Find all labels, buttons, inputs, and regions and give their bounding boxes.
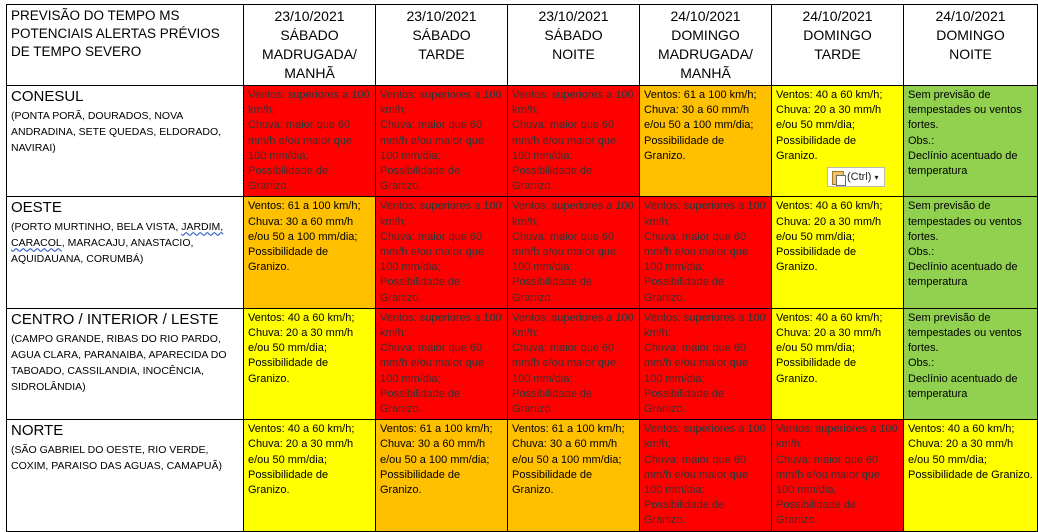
region-header: [7, 308, 244, 419]
cell-rain: Chuva: maior que 60 mm/h e/ou maior que 100 mm/dia;: [644, 230, 748, 274]
cell-wind: Ventos: 40 a 60 km/h;: [248, 423, 355, 436]
cell-wind: Ventos: superiores a 100 km/h;: [776, 423, 898, 451]
column-date: 23/10/2021: [406, 8, 477, 24]
column-header: [508, 5, 640, 86]
header-row: [7, 5, 1038, 86]
cell-rain: Chuva: maior que 60 mm/h e/ou maior que 100 mm/dia;: [248, 119, 352, 162]
column-period: MADRUGADA/ MANHÃ: [658, 46, 753, 81]
cities-part: , MARACAJU, ANASTACIO, AQUIDAUANA, CORUMBÁ): [11, 237, 194, 266]
cell-rain: Chuva: 20 a 30 mm/h e/ou 50 mm/dia;: [248, 327, 354, 355]
column-header: [772, 5, 904, 86]
region-header: [7, 86, 244, 197]
cell-hail: Possibilidade de Granizo.: [512, 165, 593, 193]
cell-hail: Possibilidade de Granizo.: [248, 468, 329, 497]
forecast-cell: [772, 420, 904, 531]
cell-hail: Possibilidade de Granizo.: [248, 165, 329, 193]
column-day: DOMINGO: [936, 27, 1005, 43]
region-cities: (PONTA PORÃ, DOURADOS, NOVA ANDRADINA, SETE QUEDAS, ELDORADO, NAVIRAI): [11, 110, 222, 154]
forecast-cell: [640, 420, 772, 531]
region-row-norte: [7, 420, 1038, 531]
forecast-cell: [904, 420, 1038, 531]
cell-rain: Chuva: 20 a 30 mm/h e/ou 50 mm/dia;: [776, 327, 882, 355]
region-header: [7, 420, 244, 531]
cell-hail: Possibilidade de Granizo.: [512, 276, 593, 304]
cell-hail: Possibilidade de Granizo.: [380, 387, 461, 416]
column-period: TARDE: [814, 46, 861, 62]
cell-summary: Sem previsão de tempestades ou ventos fortes.: [908, 200, 1022, 243]
region-row-oeste: [7, 197, 1038, 308]
cell-hail: Possibilidade de Granizo.: [908, 468, 1033, 481]
forecast-cell: [244, 197, 376, 308]
cell-hail: Possibilidade de Granizo.: [512, 387, 593, 416]
clipboard-paste-icon: [831, 170, 845, 184]
cell-hail: Possibilidade de Granizo.: [512, 468, 593, 497]
cell-hail: Possibilidade de Granizo.: [776, 246, 857, 274]
forecast-cell: [904, 197, 1038, 308]
forecast-cell: [904, 308, 1038, 419]
region-cities: (CAMPO GRANDE, RIBAS DO RIO PARDO, AGUA CLARA, PARANAIBA, APARECIDA DO TABOADO, CASSILANDIA, INOCÊNCIA, SIDROLÂNDIA): [11, 332, 227, 393]
forecast-cell: [640, 197, 772, 308]
cell-hail: Possibilidade de Granizo.: [248, 357, 329, 385]
table-title: PREVISÃO DO TEMPO MS POTENCIAIS ALERTAS PRÉVIOS DE TEMPO SEVERO: [7, 5, 244, 86]
forecast-cell: [508, 197, 640, 308]
cell-obs-text: Declínio acentuado de temperatura: [908, 261, 1018, 289]
forecast-cell: [904, 86, 1038, 197]
cell-hail: Possibilidade de Granizo.: [776, 357, 857, 385]
forecast-cell: [244, 420, 376, 531]
column-day: DOMINGO: [803, 27, 872, 43]
cell-hail: Possibilidade de Granizo.: [380, 165, 461, 193]
column-header: [244, 5, 376, 86]
forecast-cell: [772, 308, 904, 419]
spellcheck-flagged-text: JARDIM, CARACOL: [11, 221, 224, 250]
column-date: 23/10/2021: [538, 8, 609, 24]
cell-hail: Possibilidade de Granizo.: [776, 499, 857, 527]
paste-options-label: (Ctrl): [847, 171, 872, 183]
forecast-cell: [508, 420, 640, 531]
cell-hail: Possibilidade de Granizo.: [776, 134, 857, 162]
cell-wind: Ventos: superiores a 100 km/h;: [380, 311, 502, 340]
cell-obs-label: Obs.:: [908, 134, 935, 147]
forecast-cell: [376, 308, 508, 419]
cell-rain: Chuva: maior que 60 mm/h e/ou maior que 100 mm/dia;: [380, 119, 484, 162]
cell-hail: Possibilidade de Granizo.: [644, 276, 725, 304]
cell-rain: Chuva: maior que 60 mm/h e/ou maior que 100 mm/dia;: [644, 453, 748, 497]
cell-rain: Chuva: maior que 60 mm/h e/ou maior que 100 mm/dia;: [776, 453, 880, 497]
cell-rain: Chuva: maior que 60 mm/h e/ou maior que 100 mm/dia;: [512, 342, 616, 385]
column-header: [640, 5, 772, 86]
cell-summary: Sem previsão de tempestades ou ventos fortes.: [908, 89, 1022, 132]
column-period: NOITE: [949, 46, 992, 62]
cell-obs-label: Obs.:: [908, 246, 935, 259]
cell-rain: Chuva: maior que 60 mm/h e/ou maior que 100 mm/dia;: [380, 342, 484, 385]
cell-rain: Chuva: 30 a 60 mm/h e/ou 50 a 100 mm/dia;: [380, 438, 490, 466]
cell-hail: Possibilidade de Granizo.: [380, 276, 461, 304]
region-name: OESTE: [11, 199, 62, 217]
column-date: 23/10/2021: [274, 8, 345, 24]
cell-rain: Chuva: 20 a 30 mm/h e/ou 50 mm/dia;: [908, 438, 1014, 466]
cell-hail: Possibilidade de Granizo.: [248, 246, 329, 274]
cell-rain: Chuva: 20 a 30 mm/h e/ou 50 mm/dia;: [776, 104, 882, 132]
forecast-cell: [376, 197, 508, 308]
region-name: CONESUL: [11, 88, 84, 105]
column-period: TARDE: [418, 46, 465, 62]
region-name: CENTRO / INTERIOR / LESTE: [11, 310, 219, 328]
cell-wind: Ventos: superiores a 100 km/h;: [380, 200, 502, 228]
cell-summary: Sem previsão de tempestades ou ventos fortes.: [908, 311, 1022, 355]
column-day: DOMINGO: [671, 27, 740, 43]
cell-wind: Ventos: 40 a 60 km/h;: [776, 311, 883, 324]
forecast-cell: [508, 308, 640, 419]
cities-part: (PORTO MURTINHO, BELA VISTA,: [11, 221, 182, 234]
cell-hail: Possibilidade de Granizo.: [644, 499, 725, 527]
cell-wind: Ventos: 40 a 60 km/h;: [776, 200, 883, 213]
forecast-cell: [376, 86, 508, 197]
cell-wind: Ventos: 40 a 60 km/h;: [248, 311, 355, 324]
forecast-cell: [376, 420, 508, 531]
paste-options-button[interactable]: [827, 167, 885, 187]
cell-rain: Chuva: 20 a 30 mm/h e/ou 50 mm/dia;: [248, 438, 354, 466]
cell-hail: Possibilidade de Granizo.: [380, 468, 461, 497]
cell-wind: Ventos: superiores a 100 km/h;: [512, 200, 634, 228]
cell-rain: Chuva: 30 a 60 mm/h e/ou 50 a 100 mm/dia;: [248, 215, 358, 243]
cell-wind: Ventos: superiores a 100 km/h;: [644, 200, 766, 228]
column-date: 24/10/2021: [802, 8, 873, 24]
column-header: [904, 5, 1038, 86]
region-header: [7, 197, 244, 308]
cell-rain: Chuva: maior que 60 mm/h e/ou maior que 100 mm/dia;: [512, 119, 616, 162]
chevron-down-icon: ▾: [874, 172, 879, 182]
forecast-cell: [508, 86, 640, 197]
forecast-cell: [772, 197, 904, 308]
cell-wind: Ventos: 61 a 100 km/h;: [380, 423, 493, 436]
column-date: 24/10/2021: [670, 8, 741, 24]
region-name: NORTE: [11, 422, 64, 440]
column-day: SÁBADO: [544, 27, 603, 43]
cell-wind: Ventos: superiores a 100 km/h;: [644, 423, 766, 451]
cell-hail: Possibilidade de Granizo.: [644, 134, 725, 162]
cell-wind: Ventos: 40 a 60 km/h;: [776, 89, 883, 101]
cell-obs-label: Obs.:: [908, 357, 935, 370]
cell-wind: Ventos: superiores a 100 km/h;: [380, 89, 502, 117]
cell-wind: Ventos: 61 a 100 km/h;: [248, 200, 361, 213]
cell-obs-text: Declínio acentuado de temperatura: [908, 372, 1018, 400]
cell-rain: Chuva: 30 a 60 mm/h e/ou 50 a 100 mm/dia;: [512, 438, 622, 466]
column-period: MADRUGADA/ MANHÃ: [262, 46, 357, 81]
cell-rain: Chuva: maior que 60 mm/h e/ou maior que 100 mm/dia;: [512, 230, 616, 274]
cell-rain: Chuva: 20 a 30 mm/h e/ou 50 mm/dia;: [776, 215, 882, 243]
region-cities: (SÃO GABRIEL DO OESTE, RIO VERDE, COXIM, PARAISO DAS AGUAS, CAMAPUÃ): [11, 444, 223, 473]
cell-wind: Ventos: superiores a 100 km/h;: [512, 89, 634, 117]
cell-wind: Ventos: superiores a 100 km/h;: [512, 311, 634, 340]
column-header: [376, 5, 508, 86]
cell-wind: Ventos: 61 a 100 km/h;: [512, 423, 625, 436]
column-day: SÁBADO: [412, 27, 471, 43]
forecast-cell: [640, 308, 772, 419]
cell-rain: Chuva: 30 a 60 mm/h e/ou 50 a 100 mm/dia;: [644, 104, 754, 132]
cell-rain: Chuva: maior que 60 mm/h e/ou maior que 100 mm/dia;: [380, 230, 484, 274]
forecast-cell: [244, 308, 376, 419]
cell-obs-text: Declínio acentuado de temperatura: [908, 149, 1018, 178]
forecast-table: [6, 4, 1038, 532]
column-date: 24/10/2021: [935, 8, 1006, 24]
cell-wind: Ventos: 61 a 100 km/h;: [644, 89, 757, 101]
cell-hail: Possibilidade de Granizo.: [644, 387, 725, 416]
cell-wind: Ventos: superiores a 100 km/h;: [248, 89, 370, 117]
region-row-centro: [7, 308, 1038, 419]
region-cities: [11, 219, 239, 267]
cell-rain: Chuva: maior que 60 mm/h e/ou maior que 100 mm/dia;: [644, 342, 748, 385]
cell-wind: Ventos: 40 a 60 km/h;: [908, 423, 1015, 436]
forecast-cell: [244, 86, 376, 197]
forecast-cell: [640, 86, 772, 197]
column-period: NOITE: [552, 46, 595, 62]
cell-wind: Ventos: superiores a 100 km/h;: [644, 311, 766, 340]
column-day: SÁBADO: [280, 27, 339, 43]
